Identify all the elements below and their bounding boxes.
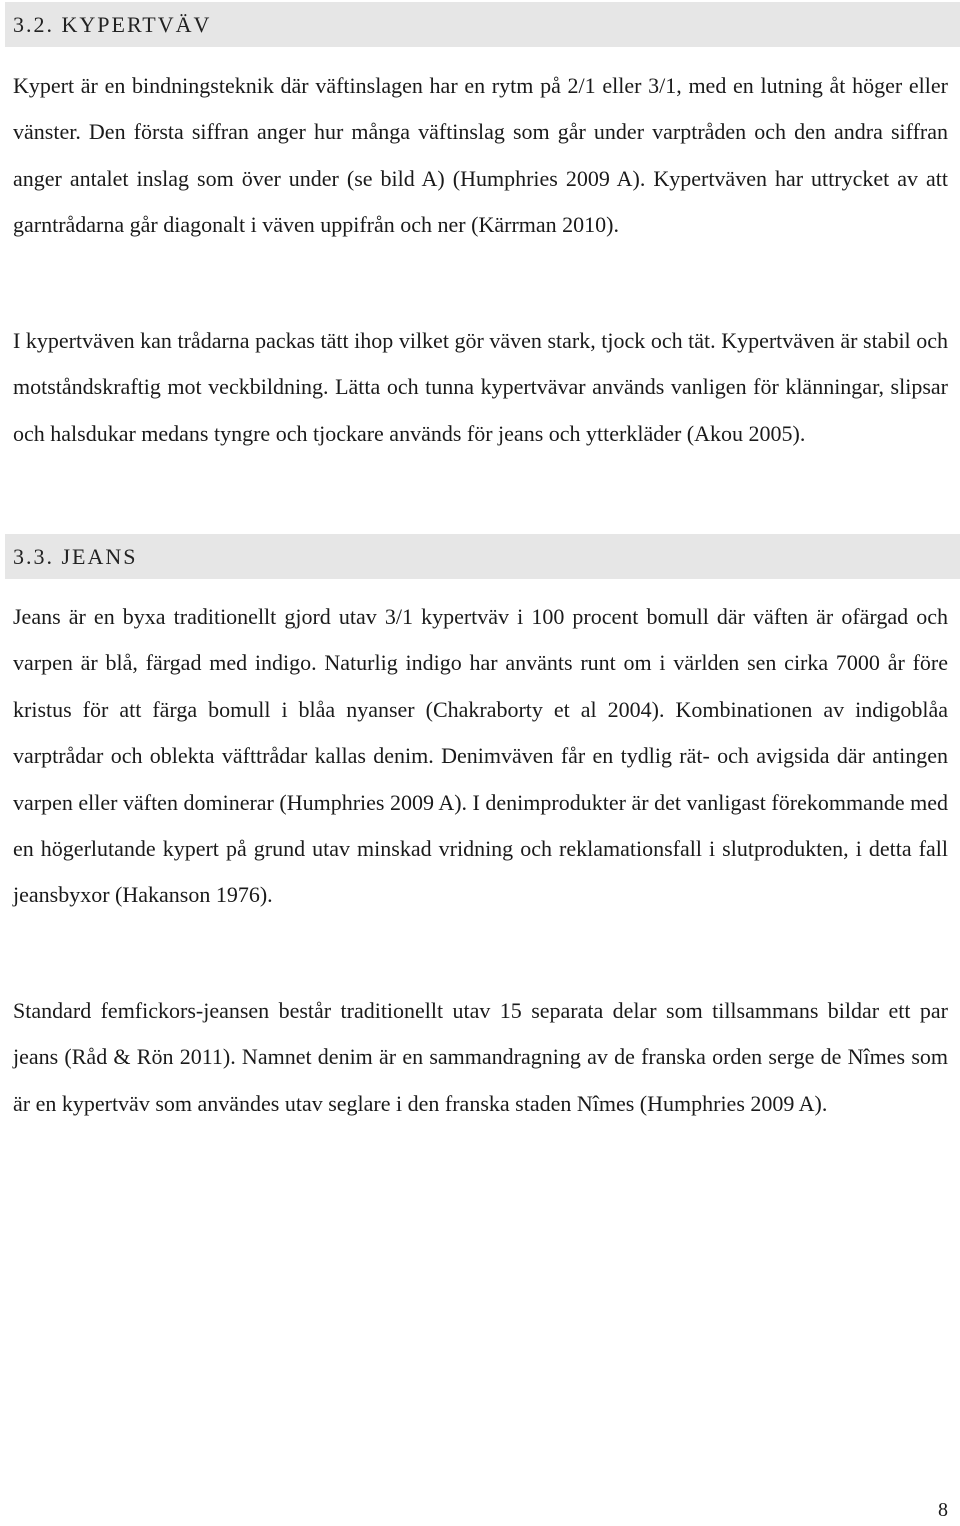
page-number: 8: [938, 1499, 948, 1521]
section-heading-jeans: 3.3. JEANS: [5, 534, 960, 579]
paragraph-jeans-denim: Jeans är en byxa traditionellt gjord utav 3/1 kypertväv i 100 procent bomull där väften är ofärgad och varpen är blå, färgad med indigo. Naturlig indigo har använts runt om i världen sen cirka 7000 år före kristus för att färga bomull i blåa nyanser (Chakraborty et al 2004). Kombinationen av indigoblåa varptrådar och oblekta väfttrådar kallas denim. Denimväven får en tydlig rät- och avigsida där antingen varpen eller väften dominerar (Humphries 2009 A). I denimprodukter är det vanligast förekommande med en högerlutande kypert på grund utav minskad vridning och reklamationsfall i slutprodukten, i detta fall jeansbyxor (Hakanson 1976).: [13, 604, 948, 908]
paragraph-kypert-properties: I kypertväven kan trådarna packas tätt ihop vilket gör väven stark, tjock och tät. Kypertväven är stabil och motståndskraftig mot veckbildning. Lätta och tunna kypertvävar används vanligen för klänningar, slipsar och halsdukar medans tyngre och tjockare används för jeans och ytterkläder (Akou 2005).: [13, 328, 948, 446]
section-heading-kypertvav: 3.2. KYPERTVÄV: [5, 2, 960, 47]
paragraph-kypert-definition: Kypert är en bindningsteknik där väftinslagen har en rytm på 2/1 eller 3/1, med en lutning åt höger eller vänster. Den första siffran anger hur många väftinslag som går under varptråden och den andra siffran anger antalet inslag som över under (se bild A) (Humphries 2009 A). Kypertväven har uttrycket av att garntrådarna går diagonalt i väven uppifrån och ner (Kärrman 2010).: [13, 73, 948, 238]
paragraph-jeans-history: Standard femfickors-jeansen består traditionellt utav 15 separata delar som tillsammans bildar ett par jeans (Råd & Rön 2011). Namnet denim är en sammandragning av de franska orden serge de Nîmes som är en kypertväv som användes utav seglare i den franska staden Nîmes (Humphries 2009 A).: [13, 998, 948, 1116]
